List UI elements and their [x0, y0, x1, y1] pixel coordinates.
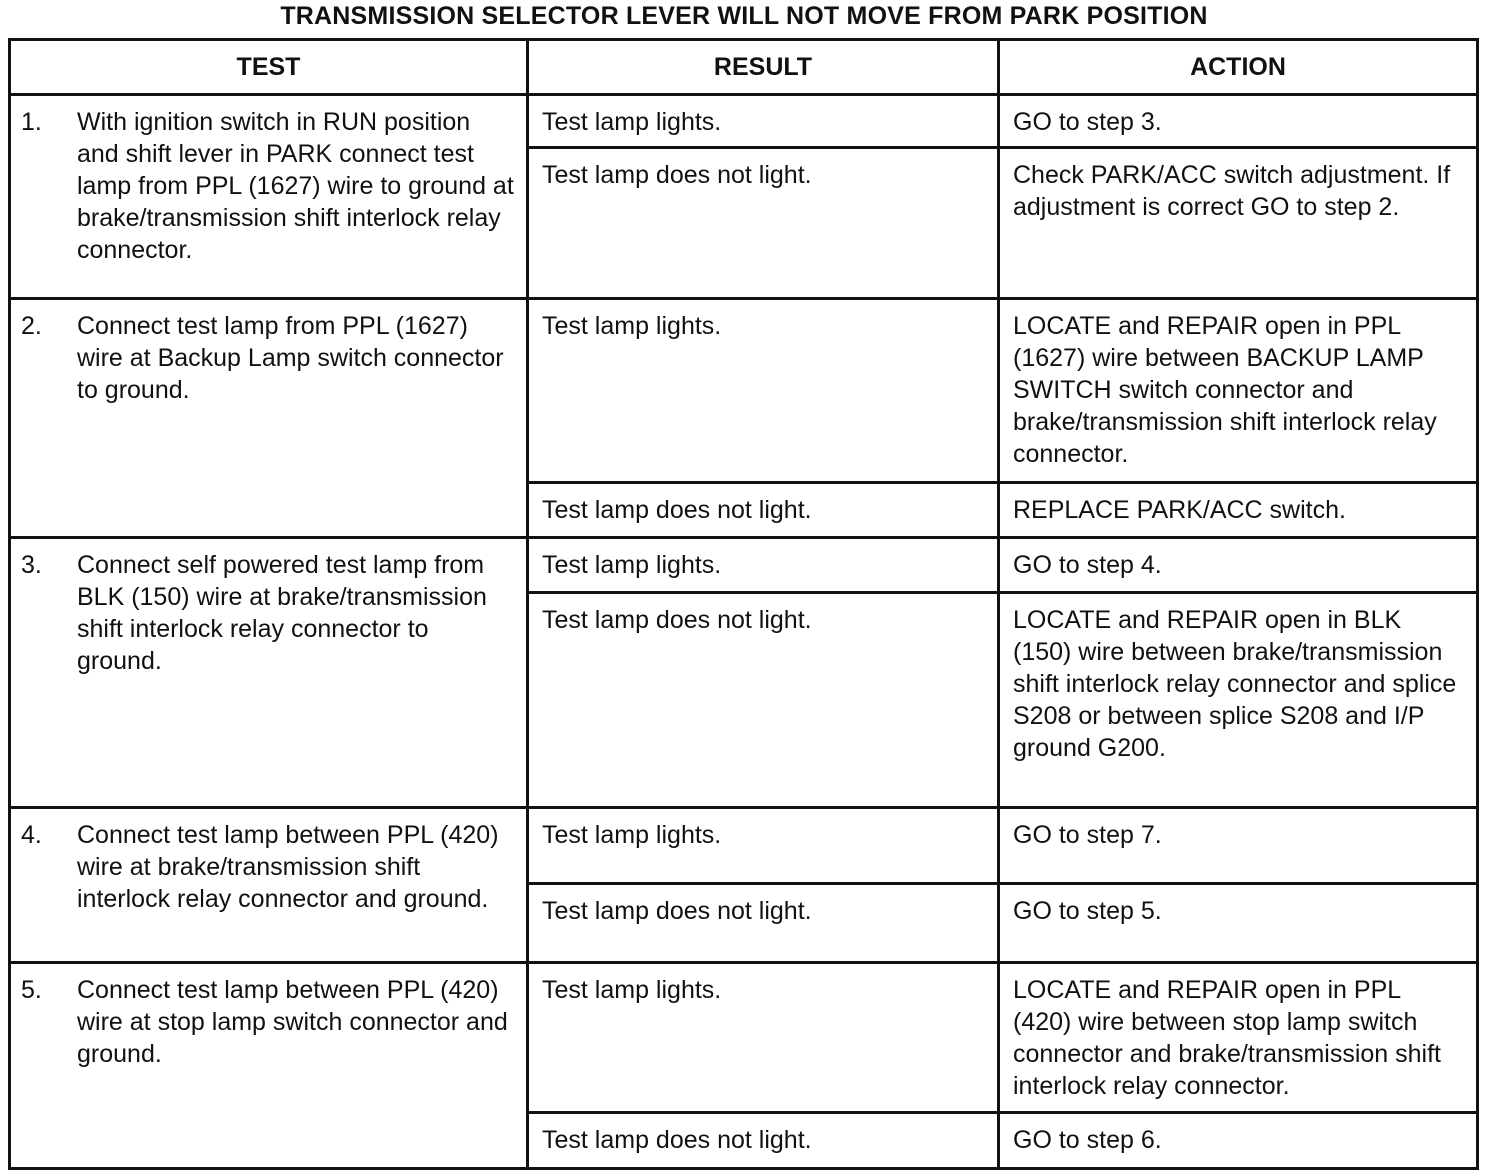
result-cell — [528, 808, 999, 884]
page-title: TRANSMISSION SELECTOR LEVER WILL NOT MOVE FROM PARK POSITION — [280, 2, 1208, 30]
header-action: ACTION — [999, 40, 1478, 95]
result-cell — [528, 1112, 999, 1168]
header-row — [10, 40, 1478, 95]
test-cell — [10, 95, 528, 299]
action-cell — [999, 592, 1478, 807]
action-text: GO to step 5. — [1013, 897, 1162, 926]
table-row — [10, 808, 1478, 884]
table-row — [10, 95, 1478, 148]
table-row — [10, 299, 1478, 482]
header-result: RESULT — [528, 40, 999, 95]
action-text: GO to step 4. — [1013, 550, 1162, 579]
action-cell — [999, 95, 1478, 148]
result-text: Test lamp does not light. — [542, 495, 812, 524]
result-cell — [528, 884, 999, 962]
test-cell — [10, 962, 528, 1168]
result-cell — [528, 95, 999, 148]
action-cell — [999, 962, 1478, 1112]
test-text: Connect test lamp from PPL (1627) wire at Backup Lamp switch connector to ground. — [77, 312, 504, 405]
result-text: Test lamp lights. — [542, 550, 722, 579]
test-text: With ignition switch in RUN position and shift lever in PARK connect test lamp from PPL (1627) wire to ground at brake/transmission shift interlock relay connector. — [77, 108, 514, 265]
test-text: Connect self powered test lamp from BLK (150) wire at brake/transmission shift interlock relay connector to ground. — [77, 550, 487, 675]
step-number: 1. — [21, 108, 42, 137]
result-cell — [528, 148, 999, 299]
result-cell — [528, 299, 999, 482]
result-cell — [528, 537, 999, 592]
result-cell — [528, 592, 999, 807]
test-text: Connect test lamp between PPL (420) wire at brake/transmission shift interlock relay connector and ground. — [77, 821, 499, 914]
action-text: LOCATE and REPAIR open in PPL (1627) wire between BACKUP LAMP SWITCH switch connector and brake/transmission shift interlock relay connector. — [1013, 312, 1437, 469]
action-text: GO to step 7. — [1013, 821, 1162, 850]
table-row — [10, 962, 1478, 1112]
result-text: Test lamp lights. — [542, 975, 722, 1004]
header-test: TEST — [10, 40, 528, 95]
step-number: 3. — [21, 550, 42, 579]
step-number: 2. — [21, 312, 42, 341]
result-text: Test lamp lights. — [542, 108, 722, 137]
action-text: GO to step 3. — [1013, 108, 1162, 137]
action-cell — [999, 148, 1478, 299]
result-text: Test lamp does not light. — [542, 161, 812, 190]
step-number: 5. — [21, 975, 42, 1004]
result-text: Test lamp does not light. — [542, 605, 812, 634]
result-text: Test lamp does not light. — [542, 897, 812, 926]
action-cell — [999, 299, 1478, 482]
action-cell — [999, 537, 1478, 592]
result-text: Test lamp lights. — [542, 821, 722, 850]
test-cell — [10, 537, 528, 807]
diagnostic-table — [8, 38, 1479, 1170]
action-text: LOCATE and REPAIR open in BLK (150) wire between brake/transmission shift interlock relay connector and splice S208 or between splice S208 and I/P ground G200. — [1013, 605, 1457, 762]
table-row — [10, 537, 1478, 592]
action-text: GO to step 6. — [1013, 1125, 1162, 1154]
test-cell — [10, 808, 528, 962]
action-cell — [999, 884, 1478, 962]
test-cell — [10, 299, 528, 537]
result-text: Test lamp does not light. — [542, 1125, 812, 1154]
action-text: REPLACE PARK/ACC switch. — [1013, 495, 1346, 524]
action-cell — [999, 1112, 1478, 1168]
action-cell — [999, 482, 1478, 537]
action-text: Check PARK/ACC switch adjustment. If adjustment is correct GO to step 2. — [1013, 161, 1451, 222]
result-cell — [528, 482, 999, 537]
step-number: 4. — [21, 821, 42, 850]
result-cell — [528, 962, 999, 1112]
action-cell — [999, 808, 1478, 884]
test-text: Connect test lamp between PPL (420) wire at stop lamp switch connector and ground. — [77, 975, 508, 1068]
action-text: LOCATE and REPAIR open in PPL (420) wire between stop lamp switch connector and brake/transmission shift interlock relay connector. — [1013, 975, 1441, 1100]
result-text: Test lamp lights. — [542, 312, 722, 341]
